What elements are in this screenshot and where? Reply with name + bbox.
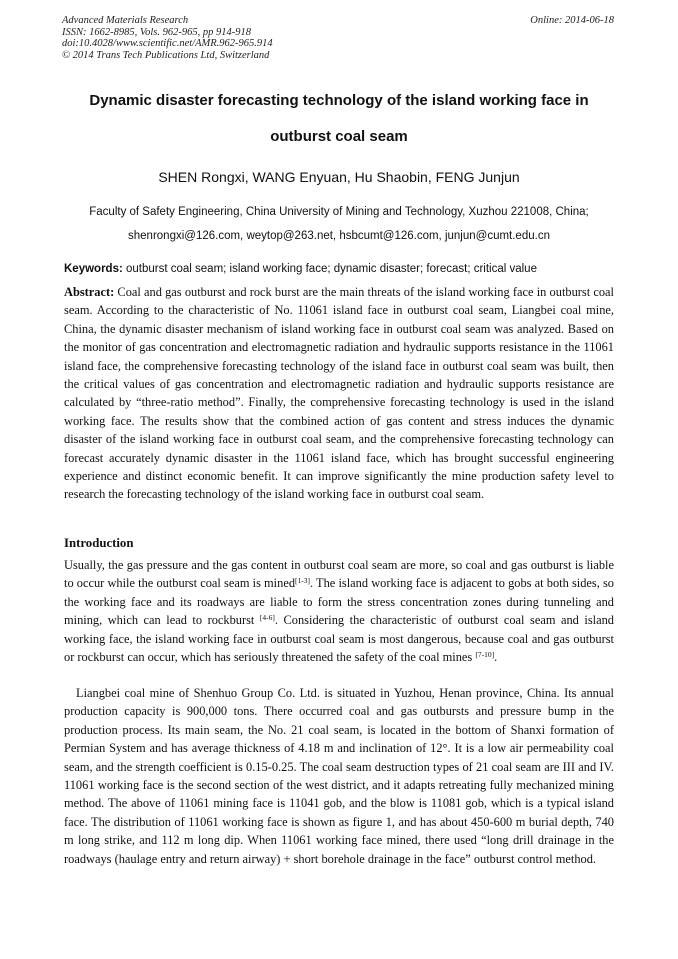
abstract [64, 283, 614, 504]
email-list: shenrongxi@126.com, weytop@263.net, hsbcumt@126.com, junjun@cumt.edu.cn [128, 230, 550, 242]
intro-p1-text-c: . Considering the characteristic of outburst coal seam and island working face, the island working face in outburst coal seam is most dangerous, because coal and gas outburst or rockburst can occur, which has seriously threatened the safety of the coal mines [64, 613, 614, 665]
intro-p1-text-d: . [494, 650, 498, 665]
journal-name: Advanced Materials Research [62, 15, 189, 26]
citation-4-6: [4-6] [259, 613, 275, 623]
paper-title-line-1: Dynamic disaster forecasting technology of the island working face in [89, 92, 589, 109]
abstract-label: Abstract: [64, 285, 115, 299]
abstract-text: Coal and gas outburst and rock burst are the main threats of the island working face in outburst coal seam. According to the characteristic of No. 11061 island face in outburst coal seam, Liangbei coal mine, China, the dynamic disaster mechanism of island working face in outburst coal seam was analyzed. Based on the monitor of gas concentration and electromagnetic radiation and hydraulic supports resistance in the 11061 island face, the comprehensive forecasting technology of the island face in outburst coal seam was built, then the critical values of gas concentration and electromagnetic radiation and hydraulic supports resistance are calculated by “three-ratio method”. Finally, the comprehensive forecasting technology is used in the island working face. The results show that the combined action of gas content and stress induces the dynamic disaster of the island working face in outburst coal seam, and the comprehensive forecasting technology can forecast accurately dynamic disaster in the 11061 island face, which has brought successful engineering experience and distinct economic benefit. It can improve significantly the mine production safety level to research the forecasting technology of the island working face in outburst coal seam. [64, 285, 614, 502]
author-list: SHEN Rongxi, WANG Enyuan, Hu Shaobin, FENG Junjun [158, 169, 520, 185]
intro-paragraph-2: Liangbei coal mine of Shenhuo Group Co. Ltd. is situated in Yuzhou, Henan province, China. Its annual production capacity is 900,000 tons. There occurred coal and gas outbursts and pressure bump in the production process. Its main seam, the No. 21 coal seam, is located in the bottom of Shanxi formation of Permian System and has average thickness of 4.18 m and inclination of 12°. It is a low air permeability coal seam, and the strength coefficient is 0.15-0.25. The coal seam destruction types of 21 coal seam are III and IV. 11061 working face is the second section of the west district, and it adapts retreating fully mechanized mining method. The above of 11061 mining face is 11041 gob, and the blow is 11081 gob, which is a typical island face. The distribution of 11061 working face is shown as figure 1, and has about 450-600 m burial depth, 740 m long strike, and 112 m long dip. When 11061 working face mined, there used “long drill drainage in the roadways (haulage entry and return airway) + short borehole drainage in the face” outburst control method. [64, 686, 614, 866]
keywords-text: outburst coal seam; island working face; dynamic disaster; forecast; critical value [122, 263, 537, 275]
issn-line: ISSN: 1662-8985, Vols. 962-965, pp 914-918 [62, 26, 251, 38]
copyright-line: © 2014 Trans Tech Publications Ltd, Switzerland [62, 49, 270, 61]
online-date: Online: 2014-06-18 [530, 15, 614, 26]
keywords-label: Keywords: [64, 263, 123, 275]
doi-line: doi:10.4028/www.scientific.net/AMR.962-965.914 [62, 38, 273, 49]
intro-p1-text-b: . The island working face is adjacent to gobs at both sides, so the working face and its roadways are liable to form the stress concentration zones during tunneling and mining, which can lead to rockburst [64, 576, 614, 628]
section-heading-introduction: Introduction [64, 536, 134, 550]
intro-p1-text-a: Usually, the gas pressure and the gas content in outburst coal seam are more, so coal and gas outburst is liable to occur while the outburst coal seam is mined [64, 558, 614, 591]
citation-7-10: [7-10] [475, 650, 495, 660]
intro-paragraph-1 [64, 556, 614, 666]
affiliation: Faculty of Safety Engineering, China University of Mining and Technology, Xuzhou 221008, China; [89, 206, 589, 218]
keywords [64, 262, 616, 276]
journal-header [62, 15, 273, 61]
paper-title-line-2: outburst coal seam [270, 128, 408, 145]
citation-1-3: [1-3] [295, 576, 311, 586]
